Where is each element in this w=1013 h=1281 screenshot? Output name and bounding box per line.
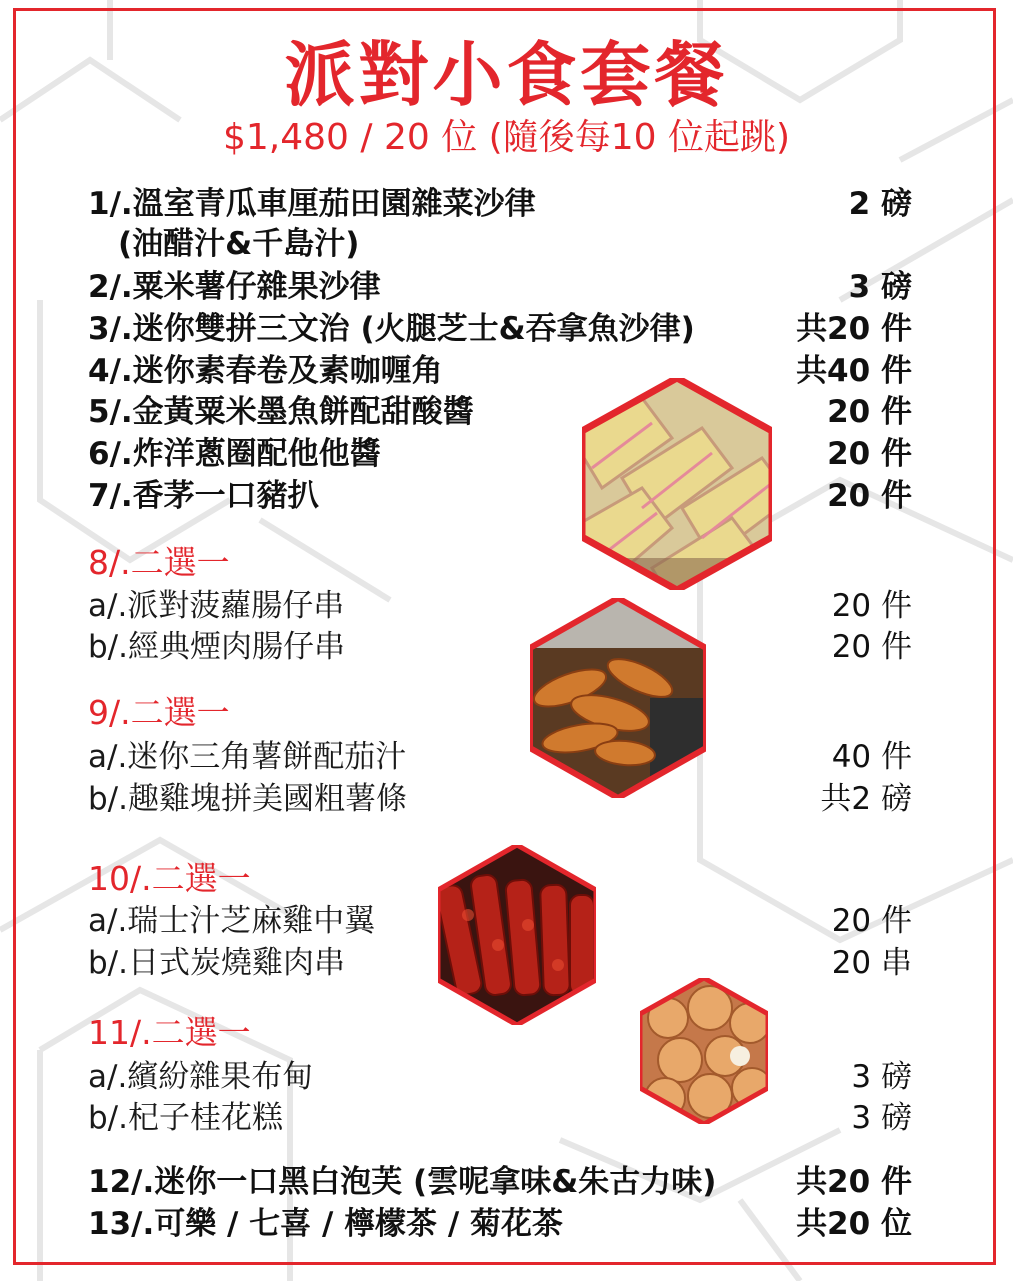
option-qty: 20 串 xyxy=(831,945,912,981)
item-name: 4/.迷你素春卷及素咖喱角 xyxy=(88,353,443,389)
item-qty: 共40 件 xyxy=(796,353,912,389)
choice-heading: 9/.二選一 xyxy=(88,693,230,732)
menu-item-note xyxy=(118,224,912,264)
choice-option xyxy=(88,1098,912,1138)
option-name: b/.經典煙肉腸仔串 xyxy=(88,629,345,665)
option-qty: 20 件 xyxy=(831,629,912,665)
menu-item xyxy=(88,267,912,307)
item-name: 6/.炸洋蔥圈配他他醬 xyxy=(88,436,381,472)
menu-item xyxy=(88,351,912,391)
option-qty: 40 件 xyxy=(831,739,912,775)
item-name: 13/.可樂 / 七喜 / 檸檬茶 / 菊花茶 xyxy=(88,1206,563,1242)
choice-option xyxy=(88,586,912,626)
menu-item xyxy=(88,184,912,224)
menu-item xyxy=(88,476,912,516)
puffs-photo xyxy=(640,978,768,1124)
option-qty: 3 磅 xyxy=(851,1059,912,1095)
option-qty: 20 件 xyxy=(831,588,912,624)
option-name: b/.杞子桂花糕 xyxy=(88,1100,283,1136)
option-name: a/.迷你三角薯餅配茄汁 xyxy=(88,739,407,775)
item-qty: 共20 位 xyxy=(796,1206,912,1242)
option-qty: 3 磅 xyxy=(851,1100,912,1136)
item-qty: 20 件 xyxy=(827,436,912,472)
potato-wedges-photo xyxy=(530,598,706,798)
item-qty: 共20 件 xyxy=(796,1164,912,1200)
menu-item xyxy=(88,1204,912,1244)
item-name: 5/.金黃粟米墨魚餅配甜酸醬 xyxy=(88,394,474,430)
choice-heading: 11/.二選一 xyxy=(88,1013,251,1052)
item-qty: 2 磅 xyxy=(848,186,912,222)
choice-option xyxy=(88,737,912,777)
option-name: a/.瑞士汁芝麻雞中翼 xyxy=(88,903,376,939)
menu-item xyxy=(88,309,912,349)
item-name: 12/.迷你一口黑白泡芙 (雲呢拿味&朱古力味) xyxy=(88,1164,717,1200)
chicken-skewers-photo xyxy=(438,845,596,1025)
item-qty: 20 件 xyxy=(827,478,912,514)
choice-option xyxy=(88,627,912,667)
item-name: 1/.溫室青瓜車厘茄田園雜菜沙律 xyxy=(88,186,536,222)
option-name: b/.趣雞塊拼美國粗薯條 xyxy=(88,781,407,817)
menu-item xyxy=(88,434,912,474)
item-name: 3/.迷你雙拼三文治 (火腿芝士&吞拿魚沙律) xyxy=(88,311,695,347)
item-qty: 3 磅 xyxy=(848,269,912,305)
choice-heading: 8/.二選一 xyxy=(88,543,230,582)
item-name: 7/.香茅一口豬扒 xyxy=(88,478,319,514)
menu-item xyxy=(88,392,912,432)
item-qty: 20 件 xyxy=(827,394,912,430)
option-name: a/.派對菠蘿腸仔串 xyxy=(88,588,345,624)
option-name: a/.繽紛雜果布甸 xyxy=(88,1059,314,1095)
item-qty: 共20 件 xyxy=(796,311,912,347)
item-name: 2/.粟米薯仔雜果沙律 xyxy=(88,269,381,305)
option-qty: 共2 磅 xyxy=(820,781,912,817)
option-qty: 20 件 xyxy=(831,903,912,939)
option-name: b/.日式炭燒雞肉串 xyxy=(88,945,345,981)
choice-option xyxy=(88,1057,912,1097)
item-name: (油醋汁&千島汁) xyxy=(118,226,360,262)
menu-item xyxy=(88,1162,912,1202)
choice-heading: 10/.二選一 xyxy=(88,859,251,898)
price-line: $1,480 / 20 位 (隨後每10 位起跳) xyxy=(222,117,791,158)
sandwich-photo xyxy=(582,378,772,590)
menu-title: 派對小食套餐 xyxy=(284,34,729,116)
choice-option xyxy=(88,779,912,819)
